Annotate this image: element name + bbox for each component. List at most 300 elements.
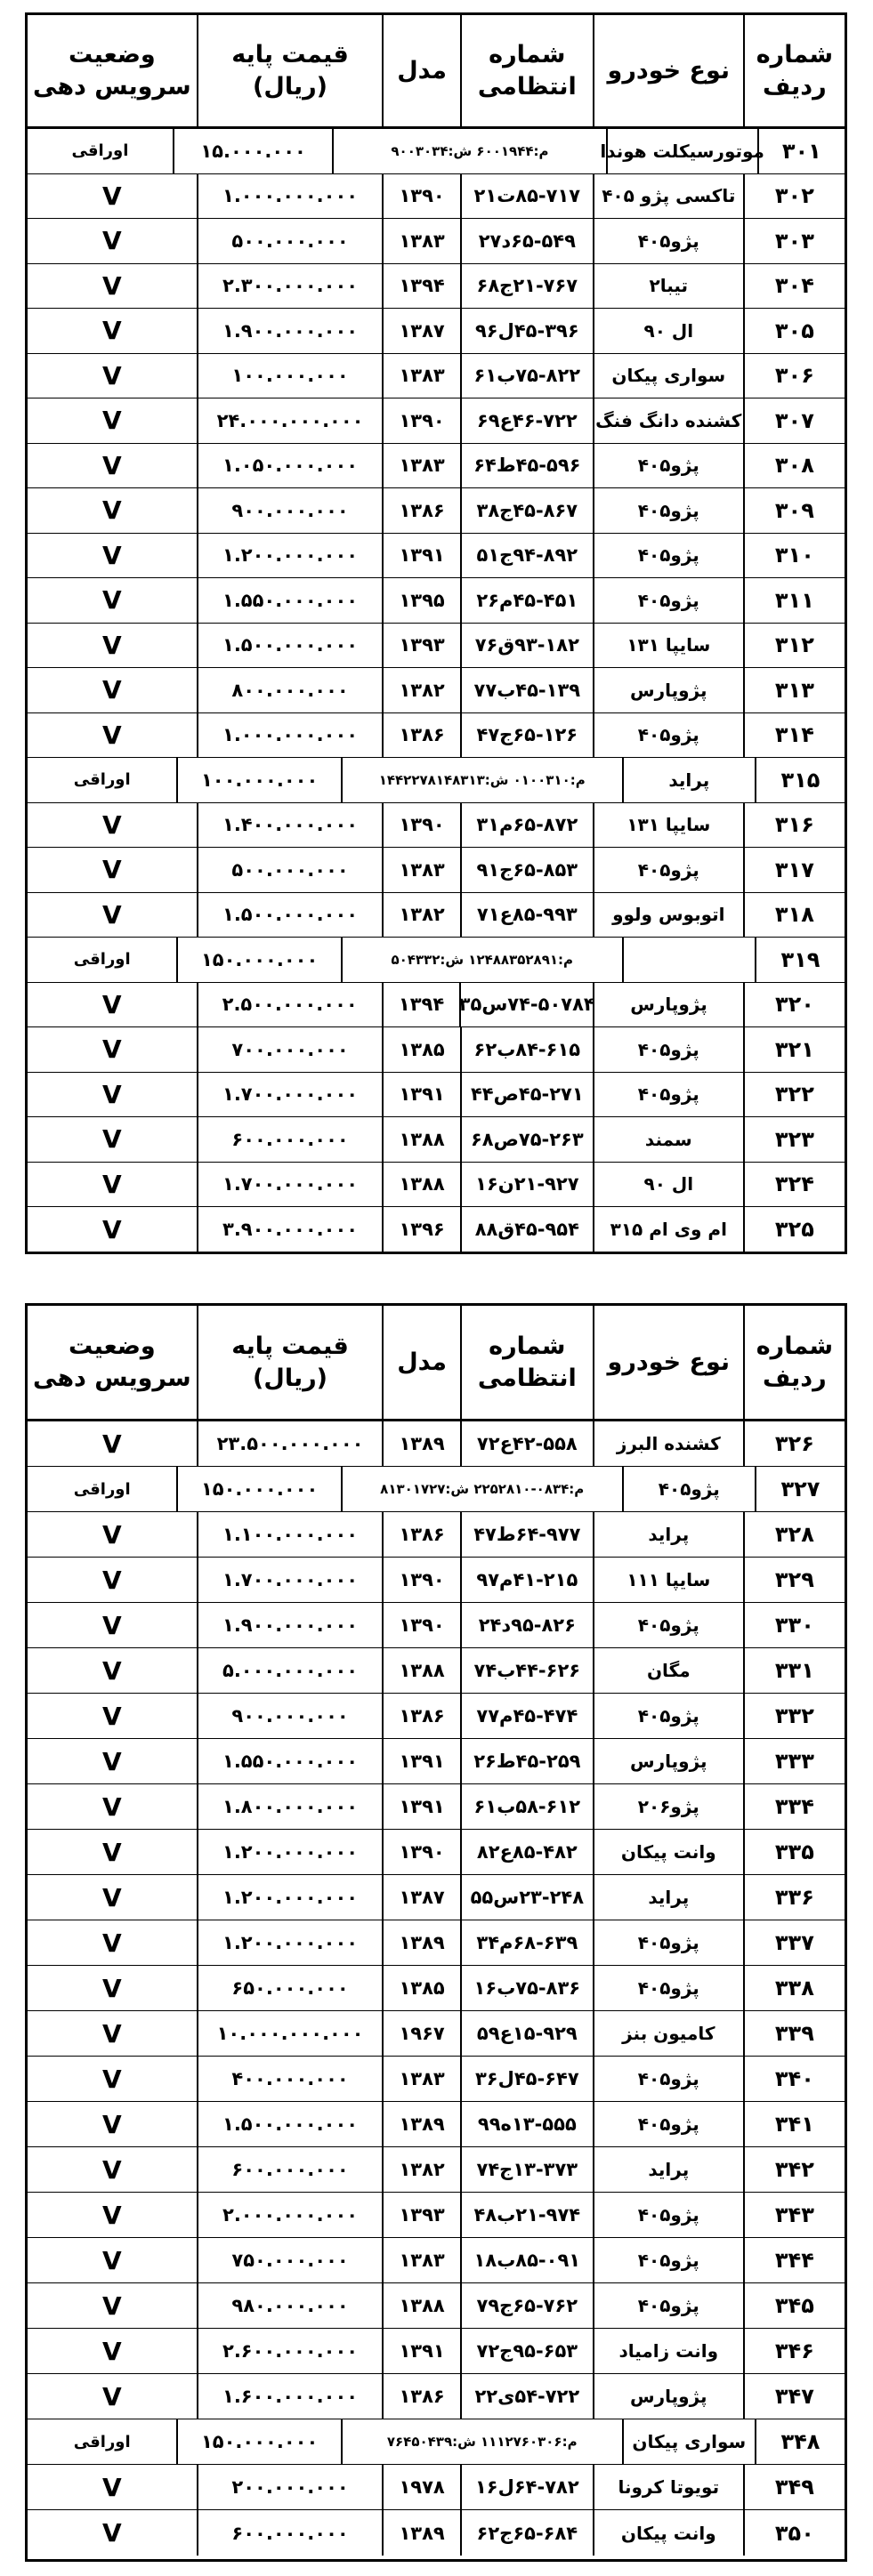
cell-vehicle-type: پژو۴۰۵	[593, 488, 743, 533]
cell-model: ۱۳۹۱	[382, 1784, 459, 1829]
cell-base-price: ۷۰۰.۰۰۰.۰۰۰	[197, 1027, 383, 1072]
cell-plate: ۶۵-۵۴۹د۲۷	[460, 219, 593, 263]
header-base-price: قیمت پایه (ریال)	[197, 15, 383, 126]
cell-row-no: ۳۱۹	[755, 938, 845, 982]
cell-row-no: ۳۳۷	[743, 1920, 845, 1965]
cell-base-price: ۱۵۰.۰۰۰.۰۰۰	[176, 938, 340, 982]
cell-plate: ۱۵-۹۲۹ع۵۹	[460, 2011, 593, 2056]
cell-base-price: ۱.۵۵۰.۰۰۰.۰۰۰	[197, 578, 383, 623]
cell-service-status: اوراقی	[73, 950, 131, 970]
table-row	[28, 1648, 845, 1694]
table-row	[28, 1694, 845, 1739]
cell-vehicle-type: پژوپارس	[593, 2374, 743, 2419]
cell-row-no: ۳۰۱	[757, 129, 845, 173]
cell-model: ۱۳۸۵	[382, 1027, 459, 1072]
cell-base-price: ۶۵۰.۰۰۰.۰۰۰	[197, 1966, 383, 2010]
table-row	[28, 1421, 845, 1467]
cell-row-no: ۳۳۸	[743, 1966, 845, 2010]
cell-plate: ۴۶-۷۲۲ع۶۹	[460, 398, 593, 443]
cell-service-status: V	[102, 809, 122, 840]
cell-base-price: ۱.۹۰۰.۰۰۰.۰۰۰	[197, 1603, 383, 1647]
table-row	[28, 758, 845, 803]
cell-vehicle-type: پژو۴۰۵	[593, 219, 743, 263]
cell-plate: ۷۵-۸۲۲ب۶۱	[460, 354, 593, 398]
cell-plate: ۲۳-۲۴۸س۵۵	[460, 1875, 593, 1920]
cell-plate: ۷۵-۸۳۶ب۱۶	[460, 1966, 593, 2010]
cell-service-status: V	[102, 1837, 122, 1867]
cell-vehicle-type: پژو۴۰۵	[593, 2057, 743, 2101]
cell-row-no: ۳۳۱	[743, 1648, 845, 1693]
vehicle-table-1	[25, 12, 847, 1254]
cell-base-price: ۳.۹۰۰.۰۰۰.۰۰۰	[197, 1207, 383, 1252]
cell-service-status: V	[102, 2064, 122, 2094]
cell-plate: ۵۴-۷۲۲ی۲۲	[460, 2374, 593, 2419]
cell-service-status: V	[102, 360, 122, 390]
cell-plate: ۴۵-۹۵۴ق۸۸	[460, 1207, 593, 1252]
cell-model: ۱۳۸۹	[382, 2510, 459, 2556]
cell-vehicle-type: پژو۴۰۵	[593, 578, 743, 623]
cell-service-status: V	[101, 989, 122, 1019]
cell-service-status: V	[102, 2518, 122, 2548]
cell-service-status: اوراقی	[73, 770, 131, 790]
cell-model: ۱۳۸۹	[382, 1421, 459, 1466]
header-vehicle-type: نوع خودرو	[593, 1306, 743, 1419]
cell-service-status: V	[102, 2381, 122, 2411]
table-row	[28, 1875, 845, 1920]
cell-vehicle-type: ال ۹۰	[593, 1163, 743, 1207]
cell-service-status: V	[102, 226, 122, 256]
cell-row-no: ۳۲۱	[743, 1027, 845, 1072]
cell-row-no: ۳۰۴	[743, 264, 845, 309]
cell-row-no: ۳۳۰	[743, 1603, 845, 1647]
cell-model: ۱۳۸۶	[382, 1512, 459, 1557]
cell-model: ۱۳۹۱	[382, 534, 459, 578]
cell-service-status: V	[102, 720, 122, 750]
header-plate: شماره انتظامی	[460, 1306, 593, 1419]
cell-model: ۱۳۹۰	[382, 1558, 459, 1602]
table-row	[28, 624, 845, 669]
table-row	[28, 2102, 845, 2147]
cell-vehicle-type: پژو۴۰۵	[593, 2283, 743, 2328]
cell-vehicle-type: سایپا ۱۳۱	[593, 803, 743, 848]
cell-vehicle-type: تویوتا کرونا	[593, 2465, 743, 2509]
cell-vehicle-type: تیبا۲	[593, 264, 743, 309]
table-row	[28, 713, 845, 759]
cell-row-no: ۳۲۵	[743, 1207, 845, 1252]
cell-row-no: ۳۳۵	[743, 1830, 845, 1874]
cell-row-no: ۳۱۵	[755, 758, 845, 802]
table-row	[28, 534, 845, 579]
cell-model: ۱۳۸۳	[382, 219, 459, 263]
cell-vehicle-type: موتورسیکلت هوندا	[606, 129, 757, 173]
cell-service-status: V	[102, 1973, 122, 2003]
cell-row-no: ۳۰۷	[743, 398, 845, 443]
cell-model: ۱۳۸۸	[382, 2283, 459, 2328]
cell-service-status: V	[102, 2018, 122, 2049]
cell-vehicle-type: پژو۴۰۵	[593, 713, 743, 758]
cell-base-price: ۲.۵۰۰.۰۰۰.۰۰۰	[197, 983, 382, 1027]
cell-plate: ۴۵-۲۵۹ط۲۶	[460, 1739, 593, 1783]
cell-service-status: V	[102, 2336, 122, 2366]
cell-base-price: ۱.۲۰۰.۰۰۰.۰۰۰	[197, 1875, 383, 1920]
table-row	[28, 219, 845, 264]
cell-service-status: V	[102, 1519, 122, 1550]
cell-plate: ۴۵-۲۷۱ص۴۴	[460, 1073, 593, 1117]
cell-base-price: ۱.۵۰۰.۰۰۰.۰۰۰	[197, 2102, 383, 2146]
header-service-status: وضعیت سرویس دهی	[33, 40, 191, 101]
cell-row-no: ۳۲۸	[743, 1512, 845, 1557]
cell-service-status: V	[102, 1746, 122, 1776]
cell-service-status: V	[102, 1124, 122, 1155]
cell-service-status: V	[102, 316, 122, 346]
cell-vehicle-type: پژو۴۰۵	[593, 534, 743, 578]
cell-vehicle-type: پراید	[593, 1512, 743, 1557]
table-row	[28, 893, 845, 938]
cell-model: ۱۳۸۹	[382, 2102, 459, 2146]
cell-plate: ۴۴-۶۲۶ب۷۴	[460, 1648, 593, 1693]
cell-base-price: ۶۰۰.۰۰۰.۰۰۰	[197, 1117, 383, 1162]
cell-service-status: V	[102, 495, 122, 526]
cell-model: ۱۹۷۸	[382, 2465, 459, 2509]
cell-row-no: ۳۴۳	[743, 2193, 845, 2237]
cell-engine-chassis: م:۰۸۳۴-۲۲۵۲۸۱۰ ش:۸۱۳۰۱۷۲۷	[341, 1467, 622, 1511]
cell-model: ۱۳۹۰	[382, 398, 459, 443]
cell-row-no: ۳۵۰	[743, 2510, 845, 2556]
cell-base-price: ۱.۰۰۰.۰۰۰.۰۰۰	[197, 713, 383, 758]
cell-plate: ۸۵-۴۸۲ع۸۲	[460, 1830, 593, 1874]
cell-plate: ۴۵-۳۹۶ل۹۶	[460, 309, 593, 353]
table-body	[28, 129, 845, 1252]
cell-service-status: V	[102, 450, 122, 480]
cell-row-no: ۳۴۷	[743, 2374, 845, 2419]
cell-plate: ۱۳-۳۷۳ج۷۴	[460, 2147, 593, 2192]
cell-base-price: ۲.۶۰۰.۰۰۰.۰۰۰	[197, 2329, 383, 2373]
header-vehicle-type: نوع خودرو	[593, 15, 743, 126]
cell-plate: ۸۵-۹۹۳ع۷۱	[460, 893, 593, 938]
cell-plate: ۷۵-۲۶۳ص۶۸	[460, 1117, 593, 1162]
cell-row-no: ۳۲۹	[743, 1558, 845, 1602]
cell-vehicle-type: پژو۴۰۵	[593, 2238, 743, 2282]
table-row	[28, 938, 845, 983]
table-row	[28, 1966, 845, 2011]
cell-base-price: ۲.۰۰۰.۰۰۰.۰۰۰	[197, 2193, 383, 2237]
cell-base-price: ۱.۱۰۰.۰۰۰.۰۰۰	[197, 1512, 383, 1557]
cell-row-no: ۳۱۴	[743, 713, 845, 758]
cell-base-price: ۱۰۰.۰۰۰.۰۰۰	[197, 354, 383, 398]
cell-base-price: ۱.۷۰۰.۰۰۰.۰۰۰	[197, 1558, 383, 1602]
table-body	[28, 1421, 845, 2556]
cell-base-price: ۱۰.۰۰۰.۰۰۰.۰۰۰	[197, 2011, 383, 2056]
cell-base-price: ۱.۷۰۰.۰۰۰.۰۰۰	[197, 1073, 383, 1117]
cell-row-no: ۳۱۶	[743, 803, 845, 848]
cell-vehicle-type: پژوپارس	[593, 1739, 743, 1783]
cell-model: ۱۳۹۵	[382, 578, 459, 623]
cell-plate: ۹۵-۶۵۳ج۷۲	[460, 2329, 593, 2373]
cell-vehicle-type: سایپا ۱۳۱	[593, 624, 743, 668]
cell-plate: ۲۱-۹۷۴ب۴۸	[460, 2193, 593, 2237]
cell-model: ۱۳۸۶	[382, 1694, 459, 1738]
cell-plate: ۸۵-۰۹۱ب۱۸	[460, 2238, 593, 2282]
cell-model: ۱۳۸۲	[382, 893, 459, 938]
table-row	[28, 2419, 845, 2465]
cell-base-price: ۲۴.۰۰۰.۰۰۰.۰۰۰	[197, 398, 383, 443]
cell-model: ۱۳۸۳	[382, 848, 459, 892]
cell-plate: ۸۵-۷۱۷ت۲۱	[460, 174, 593, 219]
cell-model: ۱۳۸۲	[382, 2147, 459, 2192]
cell-vehicle-type: ام وی ام ۳۱۵	[593, 1207, 743, 1252]
cell-model: ۱۳۸۸	[382, 1117, 459, 1162]
cell-row-no: ۳۱۷	[743, 848, 845, 892]
cell-plate: ۶۴-۷۸۲ل۱۶	[460, 2465, 593, 2509]
cell-service-status: V	[102, 1565, 122, 1595]
cell-model: ۱۳۸۵	[382, 1966, 459, 2010]
cell-service-status: V	[102, 2154, 122, 2185]
cell-service-status: V	[102, 1791, 122, 1822]
table-header	[28, 15, 845, 129]
cell-row-no: ۳۱۱	[743, 578, 845, 623]
table-row	[28, 1027, 845, 1073]
cell-base-price: ۱.۵۰۰.۰۰۰.۰۰۰	[197, 624, 383, 668]
cell-vehicle-type: وانت زامیاد	[593, 2329, 743, 2373]
cell-plate: ۲۱-۹۲۷ن۱۶	[460, 1163, 593, 1207]
cell-vehicle-type	[622, 938, 755, 982]
cell-vehicle-type: پراید	[622, 758, 755, 802]
cell-base-price: ۱.۵۰۰.۰۰۰.۰۰۰	[197, 893, 383, 938]
cell-base-price: ۱.۲۰۰.۰۰۰.۰۰۰	[197, 1830, 383, 1874]
cell-service-status: V	[102, 1429, 122, 1459]
cell-vehicle-type: سمند	[593, 1117, 743, 1162]
cell-vehicle-type: سواری پیکان	[593, 354, 743, 398]
cell-row-no: ۳۴۴	[743, 2238, 845, 2282]
table-row	[28, 264, 845, 310]
cell-plate: ۴۵-۸۶۷ج۳۸	[460, 488, 593, 533]
cell-plate: ۴۲-۵۵۸ع۷۲	[460, 1421, 593, 1466]
cell-service-status: V	[102, 2109, 122, 2139]
table-row	[28, 578, 845, 624]
cell-model: ۱۹۶۷	[382, 2011, 459, 2056]
cell-row-no: ۳۳۳	[743, 1739, 845, 1783]
cell-vehicle-type: کشنده دانگ فنگ	[593, 398, 743, 443]
header-model: مدل	[382, 15, 459, 126]
table-row	[28, 2057, 845, 2102]
cell-service-status: V	[102, 899, 122, 930]
cell-row-no: ۳۴۱	[743, 2102, 845, 2146]
cell-row-no: ۳۰۹	[743, 488, 845, 533]
cell-vehicle-type: پژو۴۰۵	[593, 2193, 743, 2237]
cell-base-price: ۱.۰۵۰.۰۰۰.۰۰۰	[197, 444, 383, 488]
cell-row-no: ۳۴۵	[743, 2283, 845, 2328]
table-row	[28, 1784, 845, 1830]
cell-vehicle-type: پژو۴۰۵	[593, 1920, 743, 1965]
cell-base-price: ۲۰۰.۰۰۰.۰۰۰	[197, 2465, 383, 2509]
table-row	[28, 1830, 845, 1875]
table-row	[28, 848, 845, 893]
table-row	[28, 1467, 845, 1512]
cell-model: ۱۳۹۰	[382, 174, 459, 219]
cell-service-status: V	[102, 1882, 122, 1912]
table-row	[28, 1117, 845, 1163]
cell-service-status: V	[102, 1079, 122, 1109]
cell-model: ۱۳۸۸	[382, 1163, 459, 1207]
cell-model: ۱۳۹۰	[382, 1603, 459, 1647]
cell-model: ۱۳۹۰	[382, 803, 459, 848]
cell-service-status: اوراقی	[73, 1479, 131, 1499]
table-row	[28, 354, 845, 399]
cell-vehicle-type: پژو۲۰۶	[593, 1784, 743, 1829]
cell-service-status: V	[102, 1034, 122, 1065]
cell-base-price: ۵۰۰.۰۰۰.۰۰۰	[197, 848, 383, 892]
cell-vehicle-type: وانت پیکان	[593, 1830, 743, 1874]
cell-row-no: ۳۰۸	[743, 444, 845, 488]
cell-vehicle-type: پژو۴۰۵	[593, 848, 743, 892]
cell-vehicle-type: وانت پیکان	[593, 2510, 743, 2556]
cell-row-no: ۳۴۹	[743, 2465, 845, 2509]
cell-row-no: ۳۲۲	[743, 1073, 845, 1117]
cell-base-price: ۴۰۰.۰۰۰.۰۰۰	[197, 2057, 383, 2101]
cell-vehicle-type: مگان	[593, 1648, 743, 1693]
cell-vehicle-type: ال ۹۰	[593, 309, 743, 353]
cell-row-no: ۳۴۰	[743, 2057, 845, 2101]
cell-base-price: ۸۰۰.۰۰۰.۰۰۰	[197, 668, 383, 712]
table-row	[28, 129, 845, 174]
cell-row-no: ۳۲۴	[743, 1163, 845, 1207]
cell-row-no: ۳۴۶	[743, 2329, 845, 2373]
cell-model: ۱۳۸۳	[382, 2057, 459, 2101]
cell-row-no: ۳۰۳	[743, 219, 845, 263]
cell-base-price: ۵۰۰.۰۰۰.۰۰۰	[197, 219, 383, 263]
cell-plate: ۲۱-۷۶۷ج۶۸	[460, 264, 593, 309]
cell-base-price: ۹۰۰.۰۰۰.۰۰۰	[197, 488, 383, 533]
cell-plate: ۶۵-۶۸۴ج۶۲	[460, 2510, 593, 2556]
cell-plate: ۶۵-۸۷۲م۳۱	[460, 803, 593, 848]
cell-row-no: ۳۰۲	[743, 174, 845, 219]
table-row	[28, 1739, 845, 1784]
cell-base-price: ۵.۰۰۰.۰۰۰.۰۰۰	[197, 1648, 383, 1693]
cell-plate: ۶۵-۷۶۲ج۷۹	[460, 2283, 593, 2328]
cell-plate: ۴۵-۱۳۹ب۷۷	[460, 668, 593, 712]
table-row	[28, 2329, 845, 2374]
cell-model: ۱۳۸۶	[382, 488, 459, 533]
cell-plate: ۴۵-۶۴۷ل۳۶	[460, 2057, 593, 2101]
cell-model: ۱۳۹۴	[382, 264, 459, 309]
cell-base-price: ۹۸۰.۰۰۰.۰۰۰	[197, 2283, 383, 2328]
cell-vehicle-type: پژو۴۰۵	[593, 444, 743, 488]
cell-base-price: ۱۵۰.۰۰۰.۰۰۰	[176, 2419, 340, 2464]
cell-row-no: ۳۱۸	[743, 893, 845, 938]
cell-model: ۱۳۸۳	[382, 2238, 459, 2282]
cell-row-no: ۳۱۰	[743, 534, 845, 578]
cell-row-no: ۳۲۶	[743, 1421, 845, 1466]
cell-model: ۱۳۹۶	[382, 1207, 459, 1252]
cell-model: ۱۳۹۱	[382, 1073, 459, 1117]
cell-model: ۱۳۸۸	[382, 1648, 459, 1693]
cell-model: ۱۳۸۷	[382, 309, 459, 353]
cell-plate: ۴۵-۴۷۴م۷۷	[460, 1694, 593, 1738]
cell-vehicle-type: پراید	[593, 1875, 743, 1920]
cell-base-price: ۶۰۰.۰۰۰.۰۰۰	[197, 2510, 383, 2556]
cell-vehicle-type: کشنده البرز	[593, 1421, 743, 1466]
cell-model: ۱۳۸۶	[382, 713, 459, 758]
cell-base-price: ۶۰۰.۰۰۰.۰۰۰	[197, 2147, 383, 2192]
cell-plate: ۴۵-۴۵۱م۲۶	[460, 578, 593, 623]
cell-vehicle-type: پژو۴۰۵	[593, 1027, 743, 1072]
cell-base-price: ۲۳.۵۰۰.۰۰۰.۰۰۰	[197, 1421, 383, 1466]
cell-model: ۱۳۹۴	[382, 983, 459, 1027]
cell-service-status: V	[102, 270, 122, 301]
cell-vehicle-type: پژو۴۰۵	[622, 1467, 755, 1511]
cell-vehicle-type: کامیون بنز	[593, 2011, 743, 2056]
table-row	[28, 1920, 845, 1966]
cell-service-status: V	[102, 2245, 122, 2275]
cell-service-status: اوراقی	[71, 141, 129, 161]
cell-plate: ۶۵-۸۵۳ج۹۱	[460, 848, 593, 892]
cell-engine-chassis: م:۱۱۱۲۷۶۰۳۰۶ ش:۷۶۴۵۰۴۳۹	[341, 2419, 622, 2464]
table-row	[28, 2011, 845, 2057]
cell-plate: ۵۸-۶۱۲ب۶۱	[460, 1784, 593, 1829]
table-row	[28, 1603, 845, 1648]
cell-vehicle-type: پژو۴۰۵	[593, 1073, 743, 1117]
cell-row-no: ۳۲۷	[755, 1467, 845, 1511]
cell-base-price: ۱.۴۰۰.۰۰۰.۰۰۰	[197, 803, 383, 848]
cell-plate: ۸۴-۶۱۵ب۶۲	[460, 1027, 593, 1072]
cell-model: ۱۳۸۲	[382, 668, 459, 712]
vehicle-table-2	[25, 1303, 847, 2562]
cell-plate: ۶۸-۶۳۹م۳۴	[460, 1920, 593, 1965]
cell-row-no: ۳۳۴	[743, 1784, 845, 1829]
table-row	[28, 309, 845, 354]
cell-base-price: ۱.۵۵۰.۰۰۰.۰۰۰	[197, 1739, 383, 1783]
cell-vehicle-type: پژو۴۰۵	[593, 1603, 743, 1647]
cell-model: ۱۳۸۳	[382, 354, 459, 398]
table-row	[28, 1558, 845, 1603]
cell-service-status: V	[102, 855, 122, 885]
header-row-no: شماره ردیف	[743, 1306, 845, 1419]
cell-vehicle-type: سواری پیکان	[622, 2419, 755, 2464]
cell-base-price: ۱.۶۰۰.۰۰۰.۰۰۰	[197, 2374, 383, 2419]
table-row	[28, 2510, 845, 2556]
cell-base-price: ۷۵۰.۰۰۰.۰۰۰	[197, 2238, 383, 2282]
header-row-no: شماره ردیف	[743, 15, 845, 126]
table-row	[28, 1207, 845, 1252]
cell-base-price: ۱.۸۰۰.۰۰۰.۰۰۰	[197, 1784, 383, 1829]
table-header	[28, 1306, 845, 1421]
cell-base-price: ۲.۳۰۰.۰۰۰.۰۰۰	[197, 264, 383, 309]
cell-vehicle-type: پژو۴۰۵	[593, 2102, 743, 2146]
cell-row-no: ۳۴۲	[743, 2147, 845, 2192]
cell-plate: ۴۵-۵۹۶ط۶۴	[460, 444, 593, 488]
cell-plate: ۶۴-۹۷۷ط۴۷	[460, 1512, 593, 1557]
cell-base-price: ۱۰۰.۰۰۰.۰۰۰	[176, 758, 340, 802]
table-row	[28, 444, 845, 489]
table-row	[28, 1073, 845, 1118]
cell-vehicle-type: پژوپارس	[593, 983, 743, 1027]
header-base-price: قیمت پایه (ریال)	[197, 1306, 383, 1419]
cell-row-no: ۳۲۰	[743, 983, 845, 1027]
cell-plate: ۴۱-۲۱۵م۹۷	[460, 1558, 593, 1602]
header-plate: شماره انتظامی	[460, 15, 593, 126]
cell-service-status: اوراقی	[73, 2432, 131, 2451]
cell-service-status: V	[102, 630, 122, 660]
cell-engine-chassis: م:۰۱۰۰۳۱۰ ش:۱۴۴۲۲۷۸۱۴۸۳۱۳	[341, 758, 622, 802]
cell-plate: ۹۵-۸۲۶د۲۴	[460, 1603, 593, 1647]
cell-row-no: ۳۱۲	[743, 624, 845, 668]
table-row	[28, 803, 845, 849]
cell-row-no: ۳۴۸	[755, 2419, 845, 2464]
table-row	[28, 983, 845, 1028]
cell-row-no: ۳۱۳	[743, 668, 845, 712]
cell-model: ۱۳۸۷	[382, 1875, 459, 1920]
cell-model: ۱۳۹۳	[382, 624, 459, 668]
